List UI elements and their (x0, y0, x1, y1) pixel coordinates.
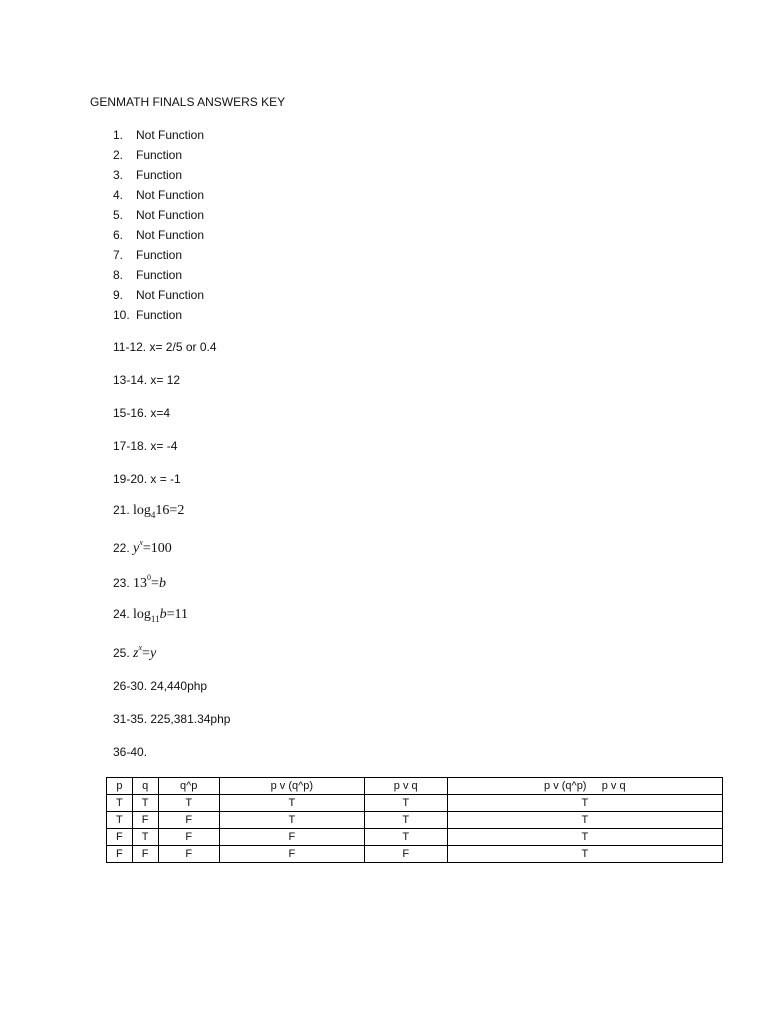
list-item (113, 207, 204, 227)
item-text: Not Function (136, 188, 205, 202)
item-number: 8. (113, 268, 124, 282)
list-item (113, 147, 204, 167)
table-cell: T (447, 812, 722, 829)
log-equation: $\log_{11}b=11$ (133, 607, 188, 624)
item-text: Function (136, 168, 183, 182)
table-cell: T (107, 795, 133, 812)
table-row (107, 846, 723, 863)
answer-36-40: 36-40. (113, 745, 148, 759)
table-cell: T (107, 812, 133, 829)
item-number: 4. (113, 188, 124, 202)
table-cell: F (158, 846, 219, 863)
table-cell: F (219, 829, 364, 846)
column-header: p v (q^p) (219, 778, 364, 795)
page-title: GENMATH FINALS ANSWERS KEY (90, 95, 286, 109)
answer-15-16: 15-16. x=4 (113, 406, 171, 420)
table-cell: T (447, 795, 722, 812)
table-cell: F (364, 846, 447, 863)
table-cell: T (364, 829, 447, 846)
item-text: Not Function (136, 128, 205, 142)
answer-23 (113, 573, 166, 592)
item-text: Not Function (136, 288, 205, 302)
answer-19-20: 19-20. x = -1 (113, 472, 181, 486)
table-cell: T (219, 795, 364, 812)
table-row (107, 795, 723, 812)
item-number: 6. (113, 228, 124, 242)
exponential-equation: $13^0=b$ (133, 573, 166, 591)
item-text: Not Function (136, 228, 205, 242)
column-header: p (107, 778, 133, 795)
answer-13-14: 13-14. x= 12 (113, 373, 181, 387)
table-header-row (107, 778, 723, 795)
answer-21 (113, 503, 184, 520)
table-cell: F (107, 829, 133, 846)
answer-31-35: 31-35. 225,381.34php (113, 712, 231, 726)
table-cell: T (132, 795, 158, 812)
item-label: 22. (113, 541, 130, 555)
list-item (113, 187, 204, 207)
answer-17-18: 17-18. x= -4 (113, 439, 178, 453)
table-cell: T (158, 795, 219, 812)
item-number: 5. (113, 208, 124, 222)
table-cell: T (132, 829, 158, 846)
exponential-equation: $z^x=y$ (133, 643, 157, 661)
answer-25 (113, 643, 156, 662)
answer-26-30: 26-30. 24,440php (113, 679, 208, 693)
table-cell: F (107, 846, 133, 863)
item-text: Function (136, 308, 183, 322)
table-cell: F (158, 812, 219, 829)
item-number: 7. (113, 248, 124, 262)
table-cell: T (447, 846, 722, 863)
answer-11-12: 11-12. x= 2/5 or 0.4 (113, 340, 217, 354)
table-cell: T (364, 795, 447, 812)
table-row (107, 812, 723, 829)
item-number: 9. (113, 288, 124, 302)
log-equation: $\log_416=2$ (133, 503, 185, 520)
list-item (113, 247, 204, 267)
column-header: q^p (158, 778, 219, 795)
item-number: 1. (113, 128, 124, 142)
list-item (113, 227, 204, 247)
table-row (107, 829, 723, 846)
item-number: 2. (113, 148, 124, 162)
answer-22 (113, 538, 172, 557)
item-number: 10. (113, 308, 130, 322)
table-cell: T (364, 812, 447, 829)
list-item (113, 127, 204, 147)
answers-list (113, 127, 204, 327)
table-cell: F (219, 846, 364, 863)
column-header: p v q (364, 778, 447, 795)
item-number: 3. (113, 168, 124, 182)
item-label: 23. (113, 576, 130, 590)
item-label: 24. (113, 607, 130, 621)
list-item (113, 167, 204, 187)
list-item (113, 267, 204, 287)
table-cell: F (132, 812, 158, 829)
item-text: Not Function (136, 208, 205, 222)
truth-table (106, 777, 723, 863)
column-header: p v (q^p) p v q (447, 778, 722, 795)
table-cell: F (158, 829, 219, 846)
table-cell: T (447, 829, 722, 846)
table-cell: T (219, 812, 364, 829)
item-text: Function (136, 248, 183, 262)
list-item (113, 287, 204, 307)
item-label: 21. (113, 503, 130, 517)
list-item (113, 307, 204, 327)
item-text: Function (136, 148, 183, 162)
item-text: Function (136, 268, 183, 282)
table-cell: F (132, 846, 158, 863)
exponential-equation: $y^x=100$ (133, 538, 172, 556)
item-label: 25. (113, 646, 130, 660)
answer-24 (113, 607, 188, 624)
column-header: q (132, 778, 158, 795)
